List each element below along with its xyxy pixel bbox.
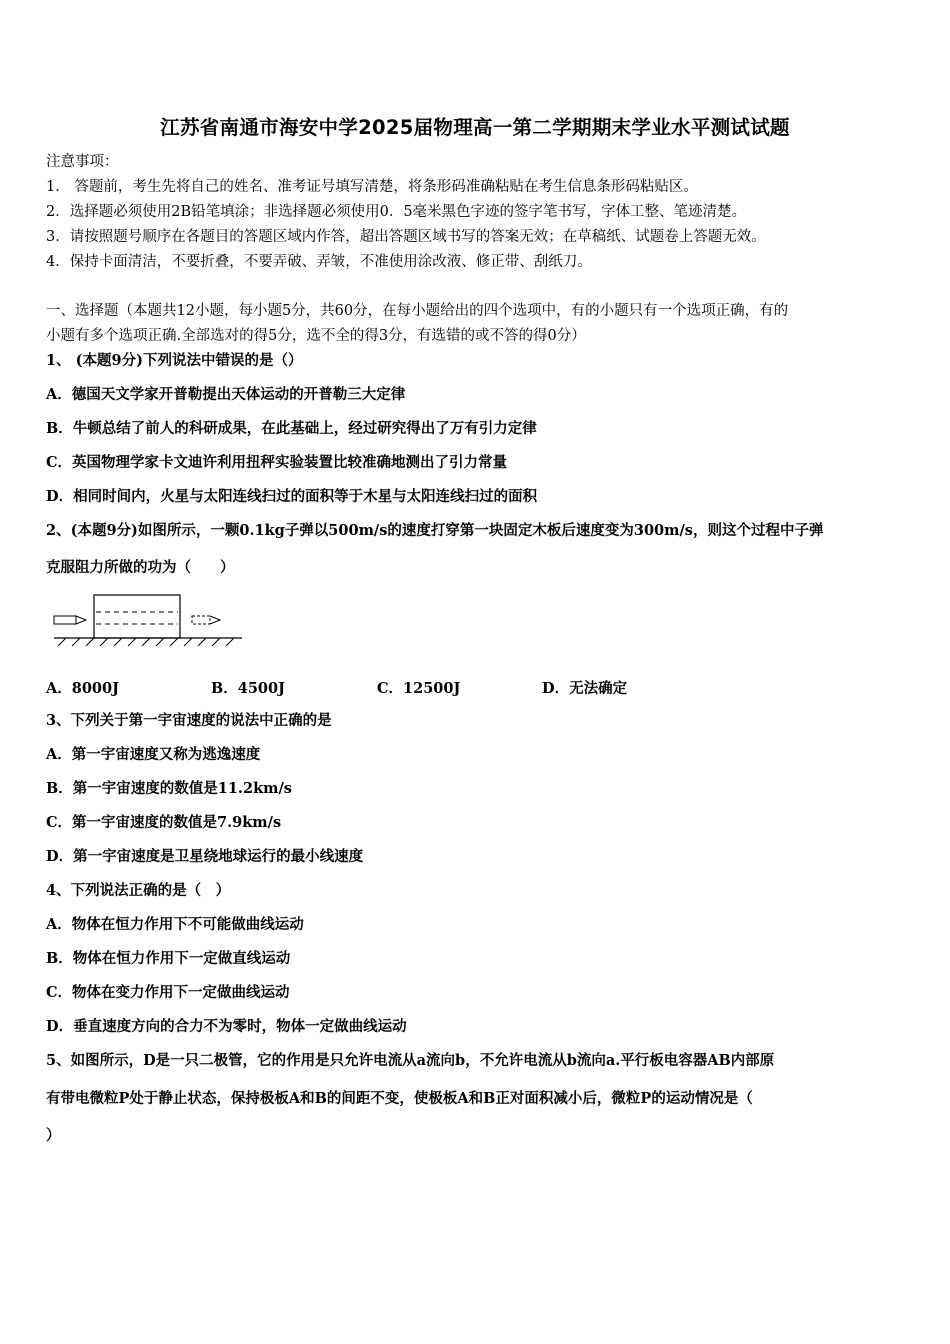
page-title: 江苏省南通市海安中学2025届物理高一第二学期期末学业水平测试试题 xyxy=(160,116,790,139)
q2-stem-line2: 克服阻力所做的功为（ ） xyxy=(46,559,235,576)
q1-option-c: C．英国物理学家卡文迪许利用扭秤实验装置比较准确地测出了引力常量 xyxy=(46,454,508,471)
q5-stem-line1: 5、如图所示，D是一只二极管，它的作用是只允许电流从a流向b，不允许电流从b流向a.平行板电容器AB内部原 xyxy=(46,1052,775,1069)
q2-option-c: C．12500J xyxy=(377,680,461,697)
q3-option-b: B．第一宇宙速度的数值是11.2km/s xyxy=(46,780,292,797)
notice-item-4: 4．保持卡面清洁，不要折叠，不要弄破、弄皱，不准使用涂改液、修正带、刮纸刀。 xyxy=(46,254,592,270)
q1-option-d: D．相同时间内，火星与太阳连线扫过的面积等于木星与太阳连线扫过的面积 xyxy=(46,488,538,505)
q3-option-a: A．第一宇宙速度又称为逃逸速度 xyxy=(46,746,261,763)
bullet-tip xyxy=(76,616,86,624)
section-intro-line2: 小题有多个选项正确.全部选对的得5分，选不全的得3分，有选错的或不答的得0分） xyxy=(46,328,586,344)
q2-option-b: B．4500J xyxy=(211,680,285,697)
wooden-board xyxy=(94,595,180,638)
notice-heading: 注意事项： xyxy=(46,154,119,170)
bullet-board-figure xyxy=(52,590,252,654)
q5-stem-line3: ） xyxy=(46,1127,61,1144)
bullet-body xyxy=(54,616,76,624)
q4-option-c: C．物体在变力作用下一定做曲线运动 xyxy=(46,984,290,1001)
q1-stem: 1、 (本题9分)下列说法中错误的是（） xyxy=(46,352,303,369)
q4-stem: 4、下列说法正确的是（ ） xyxy=(46,882,231,899)
notice-item-2: 2．选择题必须使用2B铅笔填涂；非选择题必须使用0．5毫米黑色字迹的签字笔书写，字体工整、笔迹清楚。 xyxy=(46,204,747,220)
q1-option-a: A．德国天文学家开普勒提出天体运动的开普勒三大定律 xyxy=(46,386,406,403)
section-intro-line1: 一、选择题（本题共12小题，每小题5分，共60分，在每小题给出的四个选项中，有的小题只有一个选项正确，有的 xyxy=(46,303,789,319)
q3-stem: 3、下列关于第一宇宙速度的说法中正确的是 xyxy=(46,712,332,729)
exit-bullet-tip xyxy=(210,616,220,624)
q3-option-d: D．第一宇宙速度是卫星绕地球运行的最小线速度 xyxy=(46,848,364,865)
exit-bullet-body xyxy=(192,616,210,624)
bullet-board-diagram xyxy=(52,590,252,650)
notice-item-3: 3．请按照题号顺序在各题目的答题区域内作答，超出答题区域书写的答案无效；在草稿纸、试题卷上答题无效。 xyxy=(46,229,766,245)
q3-option-c: C．第一宇宙速度的数值是7.9km/s xyxy=(46,814,282,831)
q2-option-a: A．8000J xyxy=(46,680,119,697)
notice-item-1: 1． 答题前，考生先将自己的姓名、准考证号填写清楚，将条形码准确粘贴在考生信息条形码粘贴区。 xyxy=(46,179,698,195)
q4-option-b: B．物体在恒力作用下一定做直线运动 xyxy=(46,950,291,967)
ground-hatching xyxy=(58,638,234,646)
q1-option-b: B．牛顿总结了前人的科研成果，在此基础上，经过研究得出了万有引力定律 xyxy=(46,420,537,437)
q2-option-d: D．无法确定 xyxy=(542,680,628,697)
q4-option-a: A．物体在恒力作用下不可能做曲线运动 xyxy=(46,916,304,933)
q2-stem-line1: 2、(本题9分)如图所示，一颗0.1kg子弹以500m/s的速度打穿第一块固定木板后速度变为300m/s，则这个过程中子弹 xyxy=(46,522,824,539)
q5-stem-line2: 有带电微粒P处于静止状态，保持极板A和B的间距不变，使极板A和B正对面积减小后，微粒P的运动情况是（ xyxy=(46,1090,753,1107)
q4-option-d: D．垂直速度方向的合力不为零时，物体一定做曲线运动 xyxy=(46,1018,407,1035)
